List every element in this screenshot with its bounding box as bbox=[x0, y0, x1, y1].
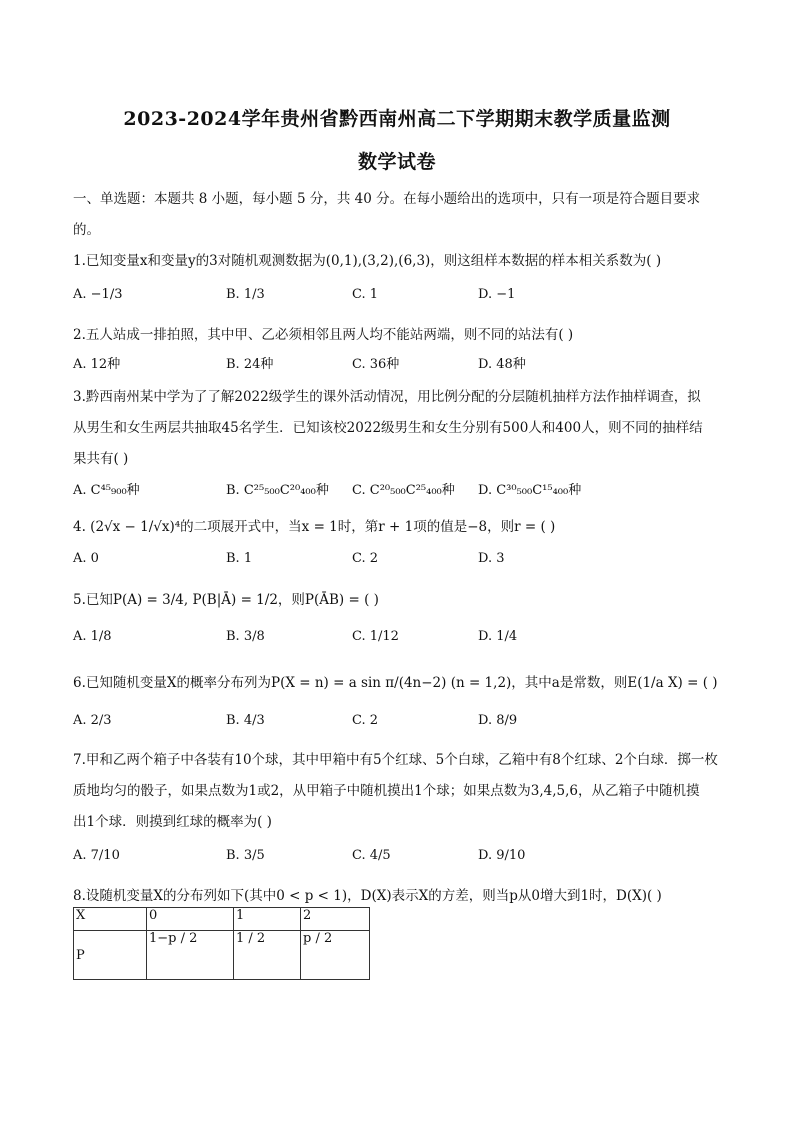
q6-option-b: B. 4/3 bbox=[226, 713, 265, 728]
q3-option-c: C. C²⁰₅₀₀C²⁵₄₀₀种 bbox=[352, 483, 455, 498]
q5-option-a: A. 1/8 bbox=[73, 629, 112, 644]
q7-option-d: D. 9/10 bbox=[478, 848, 526, 863]
table-header-cell: X bbox=[74, 908, 147, 931]
table-header-cell: 0 bbox=[147, 908, 234, 931]
table-cell: p / 2 bbox=[301, 931, 370, 980]
table-cell: 1 / 2 bbox=[234, 931, 301, 980]
q6-option-d: D. 8/9 bbox=[478, 713, 518, 728]
q5-option-d: D. 1/4 bbox=[478, 629, 518, 644]
q2-option-b: B. 24种 bbox=[226, 357, 274, 372]
table-row-label: P bbox=[74, 931, 147, 980]
question-6-stem: 6.已知随机变量X的概率分布列为P(X = n) = a sin π/(4n−2) (n = 1,2)，其中a是常数，则E(1/a X) = ( ) bbox=[73, 675, 718, 691]
q2-option-d: D. 48种 bbox=[478, 357, 526, 372]
q6-option-a: A. 2/3 bbox=[73, 713, 112, 728]
q2-option-a: A. 12种 bbox=[73, 357, 121, 372]
question-7-stem-line2: 质地均匀的骰子，如果点数为1或2，从甲箱子中随机摸出1个球；如果点数为3,4,5,6，从乙箱子中随机摸 bbox=[73, 783, 700, 799]
q3-option-a: A. C⁴⁵₉₀₀种 bbox=[73, 483, 140, 498]
section-instructions-line1: 一、单选题：本题共 8 小题，每小题 5 分，共 40 分。在每小题给出的选项中，只有一项是符合题目要求 bbox=[73, 191, 701, 207]
question-8-stem: 8.设随机变量X的分布列如下(其中0 < p < 1)，D(X)表示X的方差，则当p从0增大到1时，D(X)( ) bbox=[73, 888, 662, 904]
table-row bbox=[74, 908, 370, 931]
q1-option-a: A. −1/3 bbox=[73, 287, 123, 302]
question-7-stem-line3: 出1个球．则摸到红球的概率为( ) bbox=[73, 814, 272, 830]
table-row bbox=[74, 931, 370, 980]
q5-option-b: B. 3/8 bbox=[226, 629, 265, 644]
q4-option-c: C. 2 bbox=[352, 551, 379, 566]
section-instructions-line2: 的。 bbox=[73, 222, 100, 238]
table-cell: 1−p / 2 bbox=[147, 931, 234, 980]
table-header-cell: 1 bbox=[234, 908, 301, 931]
question-3-stem-line2: 从男生和女生两层共抽取45名学生．已知该校2022级男生和女生分别有500人和400人，则不同的抽样结 bbox=[73, 420, 703, 436]
q7-option-a: A. 7/10 bbox=[73, 848, 120, 863]
q7-option-b: B. 3/5 bbox=[226, 848, 265, 863]
distribution-table bbox=[73, 907, 370, 980]
q1-option-c: C. 1 bbox=[352, 287, 379, 302]
q6-option-c: C. 2 bbox=[352, 713, 379, 728]
q1-option-d: D. −1 bbox=[478, 287, 516, 302]
question-3-stem-line1: 3.黔西南州某中学为了了解2022级学生的课外活动情况，用比例分配的分层随机抽样方法作抽样调查，拟 bbox=[73, 389, 701, 405]
q1-option-b: B. 1/3 bbox=[226, 287, 265, 302]
question-7-stem-line1: 7.甲和乙两个箱子中各装有10个球，其中甲箱中有5个红球、5个白球，乙箱中有8个红球、2个白球．掷一枚 bbox=[73, 752, 718, 768]
q7-option-c: C. 4/5 bbox=[352, 848, 391, 863]
q3-option-b: B. C²⁵₅₀₀C²⁰₄₀₀种 bbox=[226, 483, 329, 498]
question-3-stem-line3: 果共有( ) bbox=[73, 451, 129, 467]
question-1-stem: 1.已知变量x和变量y的3对随机观测数据为(0,1),(3,2),(6,3)，则这组样本数据的样本相关系数为( ) bbox=[73, 253, 662, 269]
q5-option-c: C. 1/12 bbox=[352, 629, 399, 644]
q4-option-d: D. 3 bbox=[478, 551, 505, 566]
q4-option-b: B. 1 bbox=[226, 551, 253, 566]
exam-title: 2023-2024学年贵州省黔西南州高二下学期期末教学质量监测 bbox=[123, 108, 671, 130]
question-4-stem: 4. (2√x − 1/√x)⁴的二项展开式中，当x = 1时，第r + 1项的值是−8，则r = ( ) bbox=[73, 519, 556, 535]
question-5-stem: 5.已知P(A) = 3/4, P(B|Ā) = 1/2，则P(ĀB) = ( ) bbox=[73, 592, 379, 608]
question-2-stem: 2.五人站成一排拍照，其中甲、乙必须相邻且两人均不能站两端，则不同的站法有( ) bbox=[73, 327, 574, 343]
q3-option-d: D. C³⁰₅₀₀C¹⁵₄₀₀种 bbox=[478, 483, 582, 498]
q2-option-c: C. 36种 bbox=[352, 357, 400, 372]
exam-subtitle: 数学试卷 bbox=[357, 151, 436, 173]
q4-option-a: A. 0 bbox=[73, 551, 99, 566]
table-header-cell: 2 bbox=[301, 908, 370, 931]
